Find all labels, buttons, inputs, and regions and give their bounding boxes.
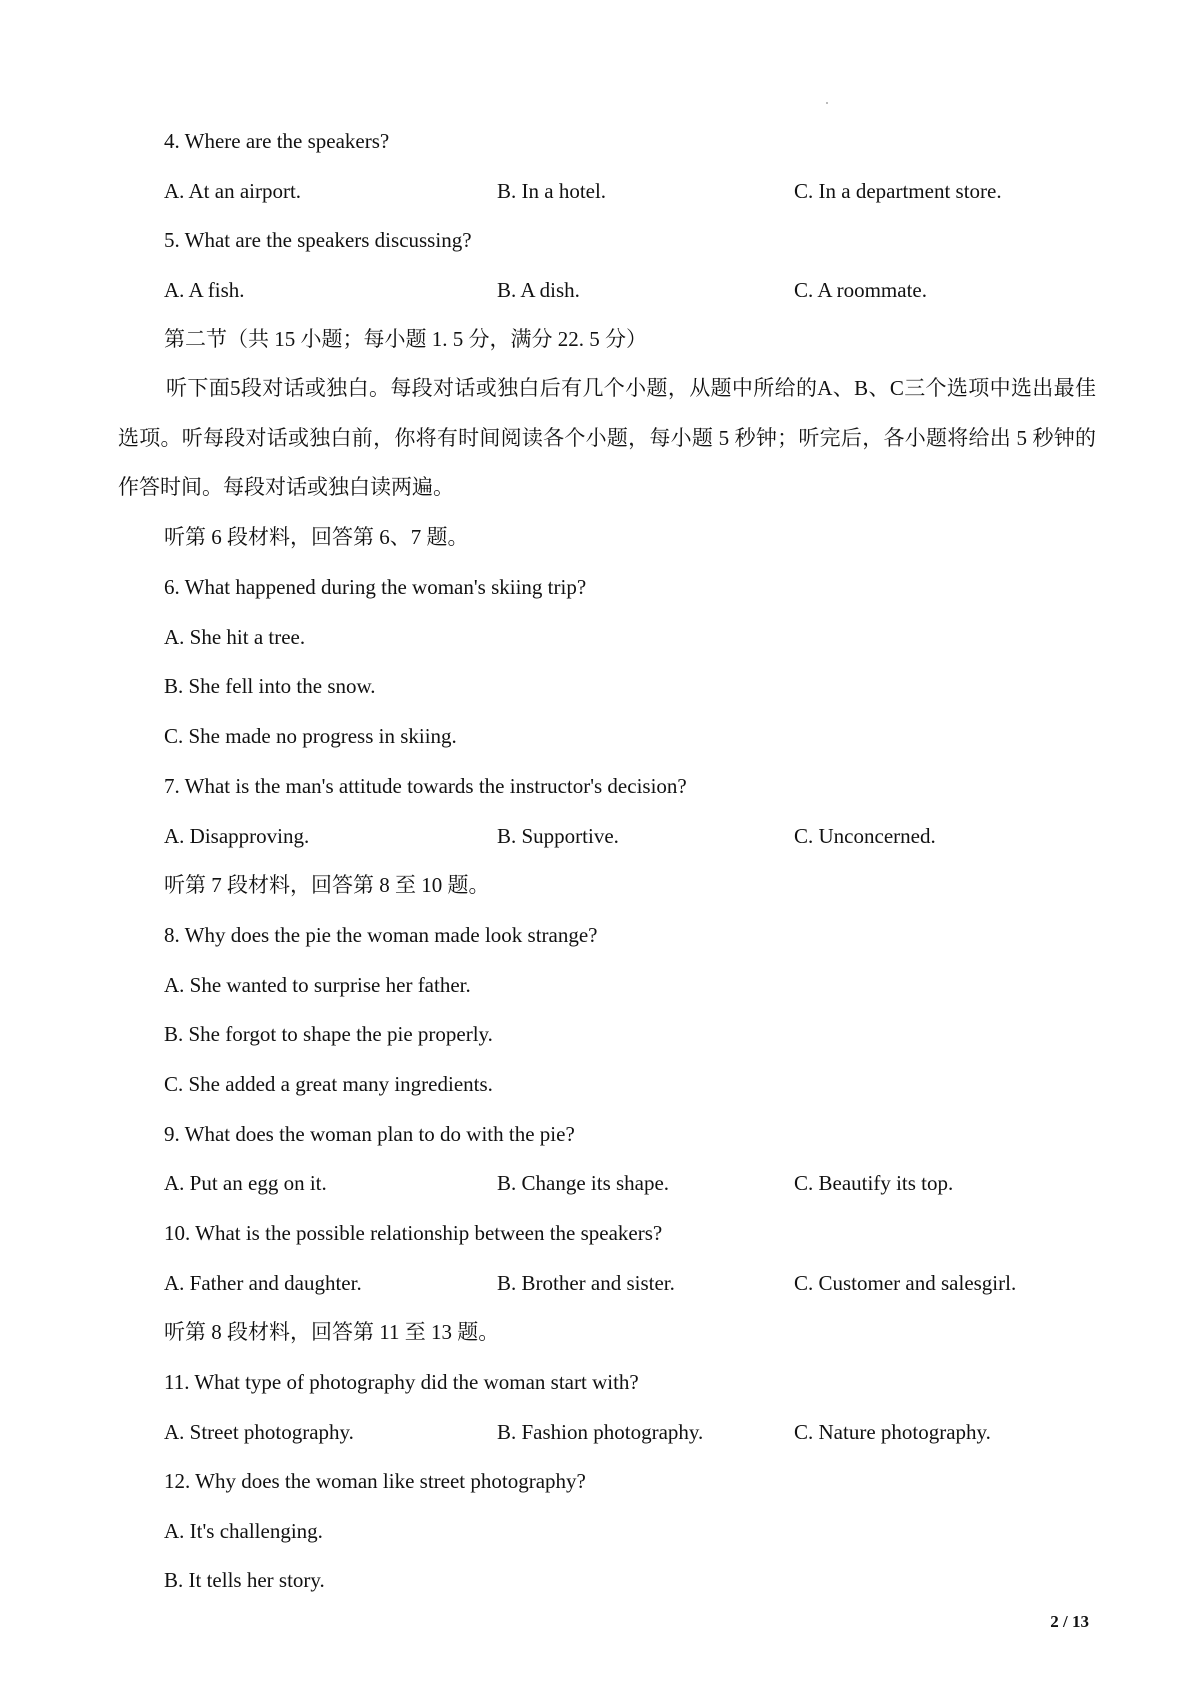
q9-option-b: B. Change its shape. bbox=[497, 1171, 670, 1195]
q11-option-b: B. Fashion photography. bbox=[497, 1420, 704, 1444]
question-11: 11. What type of photography did the woman start with? bbox=[164, 1370, 639, 1394]
section-2-heading: 第二节（共 15 小题；每小题 1. 5 分，满分 22. 5 分） bbox=[164, 327, 647, 351]
q7-option-c: C. Unconcerned. bbox=[794, 824, 936, 848]
q8-option-a: A. She wanted to surprise her father. bbox=[164, 973, 471, 997]
question-7: 7. What is the man's attitude towards the instructor's decision? bbox=[164, 774, 687, 798]
q7-option-b: B. Supportive. bbox=[497, 824, 619, 848]
q11-option-c: C. Nature photography. bbox=[794, 1420, 991, 1444]
question-10: 10. What is the possible relationship between the speakers? bbox=[164, 1221, 663, 1245]
question-9: 9. What does the woman plan to do with the pie? bbox=[164, 1122, 575, 1146]
q5-option-c: C. A roommate. bbox=[794, 278, 927, 302]
q12-option-b: B. It tells her story. bbox=[164, 1568, 325, 1592]
question-6: 6. What happened during the woman's skiing trip? bbox=[164, 575, 587, 599]
question-8: 8. Why does the pie the woman made look strange? bbox=[164, 923, 598, 947]
q10-option-b: B. Brother and sister. bbox=[497, 1271, 675, 1295]
q4-option-b: B. In a hotel. bbox=[497, 179, 607, 203]
scan-speck bbox=[826, 102, 828, 104]
q7-option-a: A. Disapproving. bbox=[164, 824, 310, 848]
question-12: 12. Why does the woman like street photography? bbox=[164, 1469, 586, 1493]
q8-option-c: C. She added a great many ingredients. bbox=[164, 1072, 493, 1096]
question-5: 5. What are the speakers discussing? bbox=[164, 228, 472, 252]
material-6-intro: 听第 6 段材料，回答第 6、7 题。 bbox=[164, 525, 469, 549]
q10-option-a: A. Father and daughter. bbox=[164, 1271, 362, 1295]
q10-option-c: C. Customer and salesgirl. bbox=[794, 1271, 1017, 1295]
q9-option-c: C. Beautify its top. bbox=[794, 1171, 954, 1195]
material-7-intro: 听第 7 段材料，回答第 8 至 10 题。 bbox=[164, 873, 490, 897]
question-4: 4. Where are the speakers? bbox=[164, 129, 390, 153]
q12-option-a: A. It's challenging. bbox=[164, 1519, 323, 1543]
material-8-intro: 听第 8 段材料，回答第 11 至 13 题。 bbox=[164, 1320, 500, 1344]
q9-option-a: A. Put an egg on it. bbox=[164, 1171, 327, 1195]
page-number: 2 / 13 bbox=[1050, 1612, 1089, 1631]
section-2-instructions: 听下面5段对话或独白。每段对话或独白后有几个小题，从题中所给的A、B、C三个选项中选出最佳选项。听每段对话或独白前，你将有时间阅读各个小题，每小题 5 秒钟；听完后，各小题将给出 5 秒钟的作答时间。每段对话或独白读两遍。 bbox=[118, 376, 1096, 500]
q6-option-a: A. She hit a tree. bbox=[164, 625, 306, 649]
q5-option-b: B. A dish. bbox=[497, 278, 580, 302]
q6-option-b: B. She fell into the snow. bbox=[164, 674, 376, 698]
q8-option-b: B. She forgot to shape the pie properly. bbox=[164, 1022, 493, 1046]
q6-option-c: C. She made no progress in skiing. bbox=[164, 724, 457, 748]
q11-option-a: A. Street photography. bbox=[164, 1420, 354, 1444]
q4-option-a: A. At an airport. bbox=[164, 179, 302, 203]
q4-option-c: C. In a department store. bbox=[794, 179, 1002, 203]
q5-option-a: A. A fish. bbox=[164, 278, 245, 302]
